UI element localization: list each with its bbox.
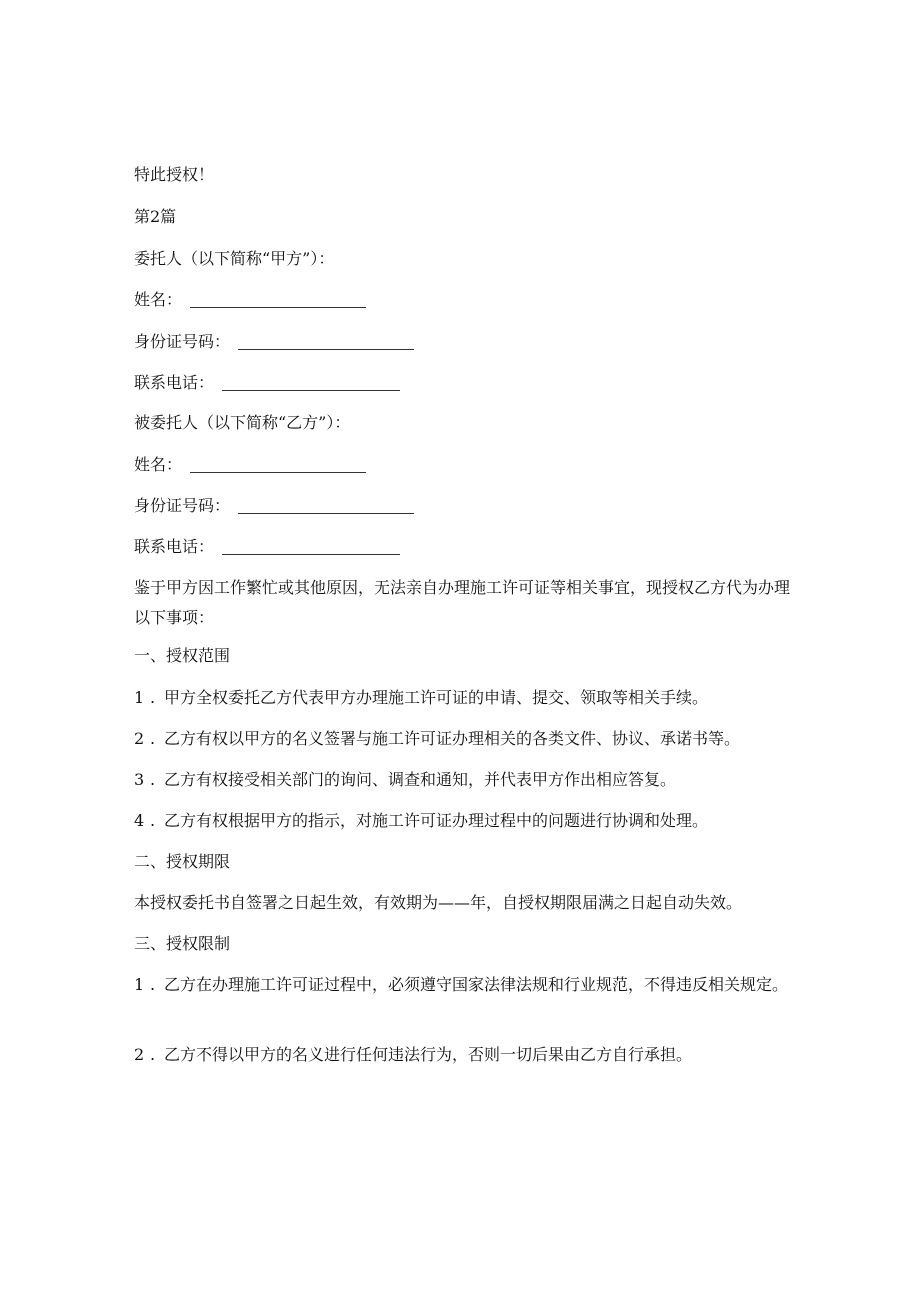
term-paragraph: 本授权委托书自签署之日起生效，有效期为——年，自授权期限届满之日起自动失效。 [134,893,743,912]
agent-id-blank[interactable] [238,497,414,511]
principal-id-blank[interactable] [238,333,414,347]
principal-heading: 委托人（以下简称“甲方”）： [134,249,335,268]
principal-phone-blank[interactable] [222,374,400,388]
limits-heading: 三、授权限制 [134,934,231,953]
closing-text: 特此授权！ [134,165,215,184]
scope-item-text: 乙方有权接受相关部门的询问、调查和通知，并代表甲方作出相应答复。 [164,770,677,789]
scope-item: 2 . 乙方有权以甲方的名义签署与施工许可证办理相关的各类文件、协议、承诺书等。 [134,729,741,748]
principal-id-label: 身份证号码： [134,332,231,351]
scope-item: 3 . 乙方有权接受相关部门的询问、调查和通知，并代表甲方作出相应答复。 [134,770,677,789]
scope-item-text: 乙方有权根据甲方的指示，对施工许可证办理过程中的问题进行协调和处理。 [164,811,709,830]
limits-item-text: 乙方在办理施工许可证过程中，必须遵守国家法律法规和行业规范，不得违反相关规定。 [164,975,789,994]
preamble-paragraph: 鉴于甲方因工作繁忙或其他原因，无法亲自办理施工许可证等相关事宜，现授权乙方代为办理以下事项： [134,578,791,627]
principal-name-row [134,290,366,310]
agent-name-blank[interactable] [190,456,366,470]
agent-phone-label: 联系电话： [134,537,215,556]
agent-name-label: 姓名： [134,455,183,474]
limits-item-text: 乙方不得以甲方的名义进行任何违法行为，否则一切后果由乙方自行承担。 [164,1045,693,1064]
scope-item: 4 . 乙方有权根据甲方的指示，对施工许可证办理过程中的问题进行协调和处理。 [134,811,709,830]
scope-item-number: 4 [134,811,145,830]
agent-id-label: 身份证号码： [134,496,231,515]
term-heading: 二、授权期限 [134,852,231,871]
limits-item: 2 . 乙方不得以甲方的名义进行任何违法行为，否则一切后果由乙方自行承担。 [134,1045,693,1064]
principal-name-label: 姓名： [134,290,183,309]
agent-id-row [134,496,414,516]
scope-heading: 一、授权范围 [134,646,231,665]
agent-phone-blank[interactable] [222,538,400,552]
scope-item-number: 1 [134,688,145,707]
principal-id-row [134,332,414,352]
agent-name-row [134,455,366,475]
principal-name-blank[interactable] [190,291,366,305]
scope-item: 1 . 甲方全权委托乙方代表甲方办理施工许可证的申请、提交、领取等相关手续。 [134,688,709,707]
limits-item: 1 . 乙方在办理施工许可证过程中，必须遵守国家法律法规和行业规范，不得违反相关规定。 [134,970,790,1000]
scope-item-number: 3 [134,770,145,789]
limits-item-number: 2 [134,1045,145,1064]
scope-item-text: 乙方有权以甲方的名义签署与施工许可证办理相关的各类文件、协议、承诺书等。 [164,729,741,748]
limits-item-number: 1 [134,975,145,994]
scope-item-text: 甲方全权委托乙方代表甲方办理施工许可证的申请、提交、领取等相关手续。 [164,688,709,707]
section-heading: 第2篇 [134,207,177,226]
principal-phone-label: 联系电话： [134,373,215,392]
scope-item-number: 2 [134,729,145,748]
agent-heading: 被委托人（以下简称“乙方”）： [134,413,351,432]
principal-phone-row [134,373,400,393]
agent-phone-row [134,537,400,557]
